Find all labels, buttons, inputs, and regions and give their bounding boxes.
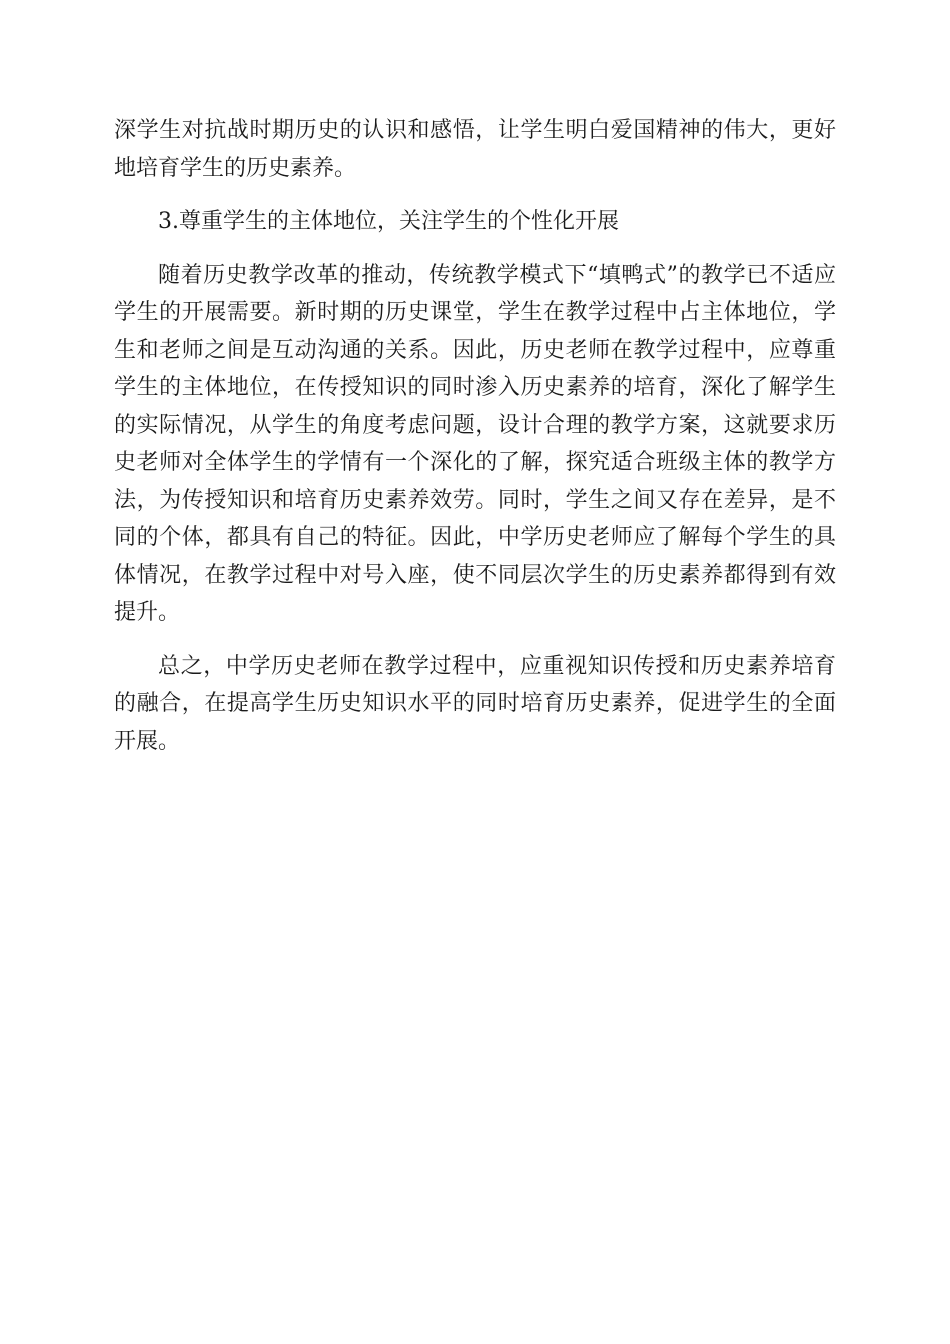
- paragraph-continuation: 深学生对抗战时期历史的认识和感悟，让学生明白爱国精神的伟大，更好地培育学生的历史素养。: [114, 118, 836, 181]
- paragraph-conclusion: 总之，中学历史老师在教学过程中，应重视知识传授和历史素养培育的融合，在提高学生历史知识水平的同时培育历史素养，促进学生的全面开展。: [114, 653, 836, 754]
- document-body: [114, 112, 836, 776]
- paragraph-body: 随着历史教学改革的推动，传统教学模式下“填鸭式”的教学已不适应学生的开展需要。新时期的历史课堂，学生在教学过程中占主体地位，学生和老师之间是互动沟通的关系。因此，历史老师在教学过程中，应尊重学生的主体地位，在传授知识的同时渗入历史素养的培育，深化了解学生的实际情况，从学生的角度考虑问题，设计合理的教学方案，这就要求历史老师对全体学生的学情有一个深化的了解，探究适合班级主体的教学方法，为传授知识和培育历史素养效劳。同时，学生之间又存在差异，是不同的个体，都具有自己的特征。因此，中学历史老师应了解每个学生的具体情况，在教学过程中对号入座，使不同层次学生的历史素养都得到有效提升。: [114, 262, 836, 625]
- section-heading: 3.尊重学生的主体地位，关注学生的个性化开展: [158, 209, 619, 234]
